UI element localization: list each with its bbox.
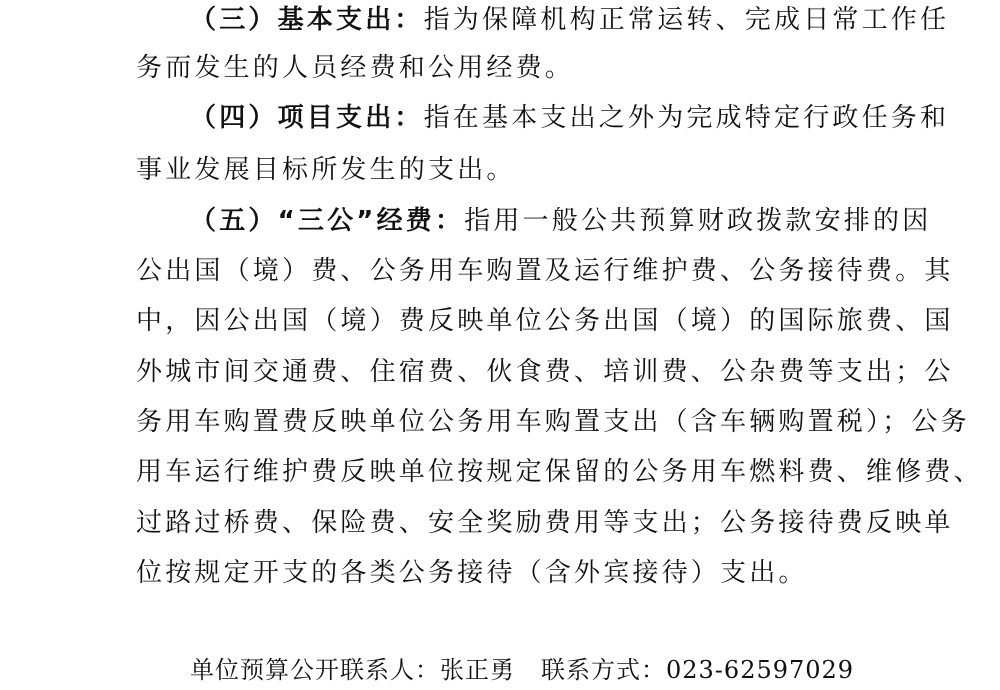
contact-method-label: 联系方式：: [541, 656, 666, 684]
section-3-heading: （三）基本支出：: [190, 5, 424, 35]
section-5-text: 指用一般公共预算财政拨款安排的因: [464, 206, 932, 236]
contact-footer: [190, 652, 854, 688]
section-4-text: 指在基本支出之外为完成特定行政任务和: [423, 103, 950, 133]
section-5-line-1: [190, 201, 931, 241]
contact-person-label: 单位预算公开联系人：: [190, 656, 440, 684]
section-5-line-6: 用车运行维护费反映单位按规定保留的公务用车燃料费、维修费、: [136, 457, 983, 487]
section-3-text: 指为保障机构正常运转、完成日常工作任: [423, 5, 950, 35]
contact-phone: 023-62597029: [666, 656, 855, 684]
section-5-line-4: 外城市间交通费、住宿费、伙食费、培训费、公杂费等支出；公: [136, 357, 954, 387]
section-5-line-3: 中，因公出国（境）费反映单位公务出国（境）的国际旅费、国: [136, 306, 954, 336]
section-5-line-7: 过路过桥费、保险费、安全奖励费用等支出；公务接待费反映单: [136, 508, 954, 538]
section-5-line-2: 公出国（境）费、公务用车购置及运行维护费、公务接待费。其: [136, 256, 954, 286]
section-3-line-2: 务而发生的人员经费和公用经费。: [136, 53, 575, 83]
section-4-line-2: 事业发展目标所发生的支出。: [136, 155, 516, 185]
contact-person-name: 张正勇: [440, 656, 515, 684]
section-5-line-8: 位按规定开支的各类公务接待（含外宾接待）支出。: [136, 558, 808, 588]
section-4-line-1: [190, 98, 949, 138]
section-5-line-5: 务用车购置费反映单位公务用车购置支出（含车辆购置税）；公务: [136, 407, 970, 437]
section-5-heading: （五）“三公”经费：: [190, 206, 465, 236]
section-3-line-1: [190, 0, 949, 40]
section-4-heading: （四）项目支出：: [190, 103, 424, 133]
